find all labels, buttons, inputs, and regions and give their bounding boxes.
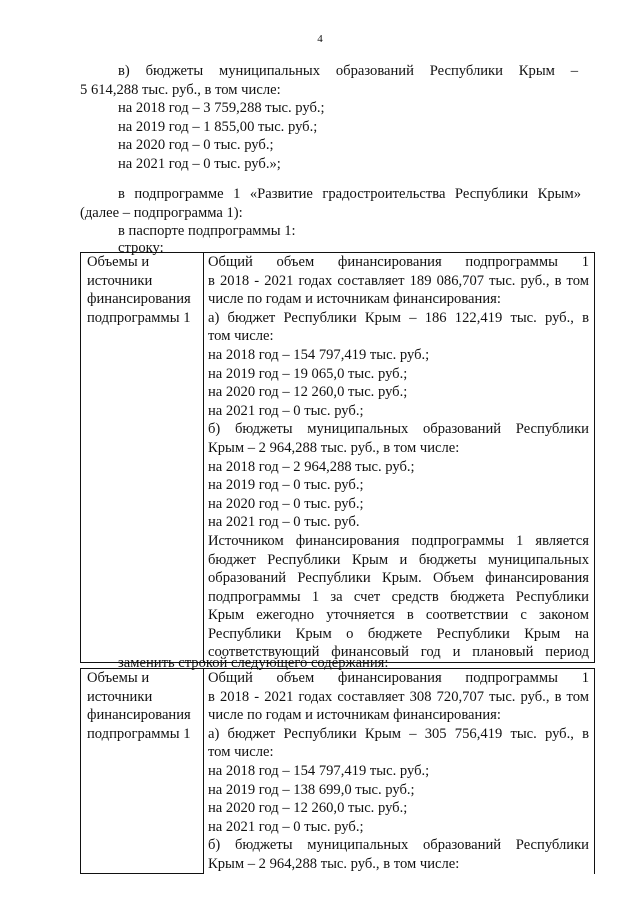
table-content-cell <box>204 253 595 663</box>
table-content-line: том числе: <box>208 744 274 761</box>
table-content-line: на 2018 год – 2 964,288 тыс. руб.; <box>208 458 415 475</box>
table-content-line: на 2020 год – 12 260,0 тыс. руб.; <box>208 800 408 817</box>
intro-block <box>80 62 578 174</box>
table-row <box>81 253 595 663</box>
table-content-line: бюджет Республики Крым и бюджеты муниципальных <box>208 551 589 568</box>
table-content-line: Общий объем финансирования подпрограммы 1 <box>208 254 589 270</box>
table-content-line: образований Республики Крым. Объем финансирования <box>208 570 589 587</box>
subprogram-line-3: в паспорте подпрограммы 1: <box>118 223 296 240</box>
intro-year-item: на 2021 год – 0 тыс. руб.»; <box>118 155 281 172</box>
table-content-line: на 2021 год – 0 тыс. руб. <box>208 514 360 531</box>
table-content-line: числе по годам и источникам финансирования: <box>208 291 501 308</box>
table-label-line: подпрограммы 1 <box>87 725 191 742</box>
table-content-line: том числе: <box>208 328 274 345</box>
intro-year-item: на 2018 год – 3 759,288 тыс. руб.; <box>118 100 325 117</box>
intro-year-item: на 2020 год – 0 тыс. руб.; <box>118 137 274 154</box>
table-content-line: на 2019 год – 19 065,0 тыс. руб.; <box>208 365 408 382</box>
table-label-line: источники <box>87 688 153 705</box>
subprogram-line-4: строку: <box>118 239 164 256</box>
subprogram-line-2: (далее – подпрограмма 1): <box>80 204 243 221</box>
table-content-line: на 2020 год – 12 260,0 тыс. руб.; <box>208 384 408 401</box>
table-content-line: на 2018 год – 154 797,419 тыс. руб.; <box>208 762 430 779</box>
table-content-line: на 2018 год – 154 797,419 тыс. руб.; <box>208 346 430 363</box>
table-content-line: на 2019 год – 0 тыс. руб.; <box>208 477 364 494</box>
table-content-line: Крым ежегодно уточняется в соответствии с законом <box>208 607 589 624</box>
table-content-line: подпрограммы 1 за счет средств бюджета Республики <box>208 588 589 605</box>
table-label-line: финансирования <box>87 291 191 308</box>
table-content-line: б) бюджеты муниципальных образований Республики <box>208 421 589 438</box>
intro-years-list <box>80 99 578 173</box>
table-row <box>81 669 595 874</box>
table-content-line: в 2018 - 2021 годах составляет 189 086,707 тыс. руб., в том <box>208 272 589 289</box>
table-content-line: числе по годам и источникам финансирования: <box>208 707 501 724</box>
passport-table-new <box>80 668 595 874</box>
table-content-line: Республики Крым о бюджете Республики Крым на <box>208 625 589 642</box>
table-content-line: на 2020 год – 0 тыс. руб.; <box>208 495 364 512</box>
table-label-line: Объемы и <box>87 670 150 686</box>
subprogram-line-1: в подпрограмме 1 «Развитие градостроительства Республики Крым» <box>118 186 581 202</box>
intro-line-2: 5 614,288 тыс. руб., в том числе: <box>80 81 281 98</box>
table-content-line: на 2019 год – 138 699,0 тыс. руб.; <box>208 781 415 798</box>
page-number: 4 <box>317 33 323 45</box>
table-content-line: на 2021 год – 0 тыс. руб.; <box>208 818 364 835</box>
table-content-line: соответствующий финансовый год и плановый период <box>208 644 589 661</box>
table-content-line: Крым – 2 964,288 тыс. руб., в том числе: <box>208 855 460 872</box>
subprogram-block <box>80 185 581 256</box>
table-label-line: подпрограммы 1 <box>87 309 191 326</box>
table-content-line: на 2021 год – 0 тыс. руб.; <box>208 402 364 419</box>
table-content-line: в 2018 - 2021 годах составляет 308 720,707 тыс. руб., в том <box>208 688 589 705</box>
table-content-line: Крым – 2 964,288 тыс. руб., в том числе: <box>208 439 460 456</box>
table-label-cell <box>81 253 204 663</box>
replace-caption: заменить строкой следующего содержания: <box>118 655 389 671</box>
intro-year-item: на 2019 год – 1 855,00 тыс. руб.; <box>118 118 318 135</box>
passport-table-current <box>80 252 595 663</box>
table-content-line: Источником финансирования подпрограммы 1 является <box>208 532 589 549</box>
table-content-line: а) бюджет Республики Крым – 305 756,419 тыс. руб., в <box>208 725 589 742</box>
table-label-line: Объемы и <box>87 254 150 270</box>
table-content-line: Общий объем финансирования подпрограммы 1 <box>208 670 589 686</box>
table-label-line: источники <box>87 272 153 289</box>
table-label-line: финансирования <box>87 707 191 724</box>
table-content-line: б) бюджеты муниципальных образований Республики <box>208 837 589 854</box>
table-content-line: а) бюджет Республики Крым – 186 122,419 тыс. руб., в <box>208 309 589 326</box>
intro-line-1: в) бюджеты муниципальных образований Республики Крым – <box>118 63 578 79</box>
table-content-cell <box>204 669 595 874</box>
table-label-cell <box>81 669 204 874</box>
